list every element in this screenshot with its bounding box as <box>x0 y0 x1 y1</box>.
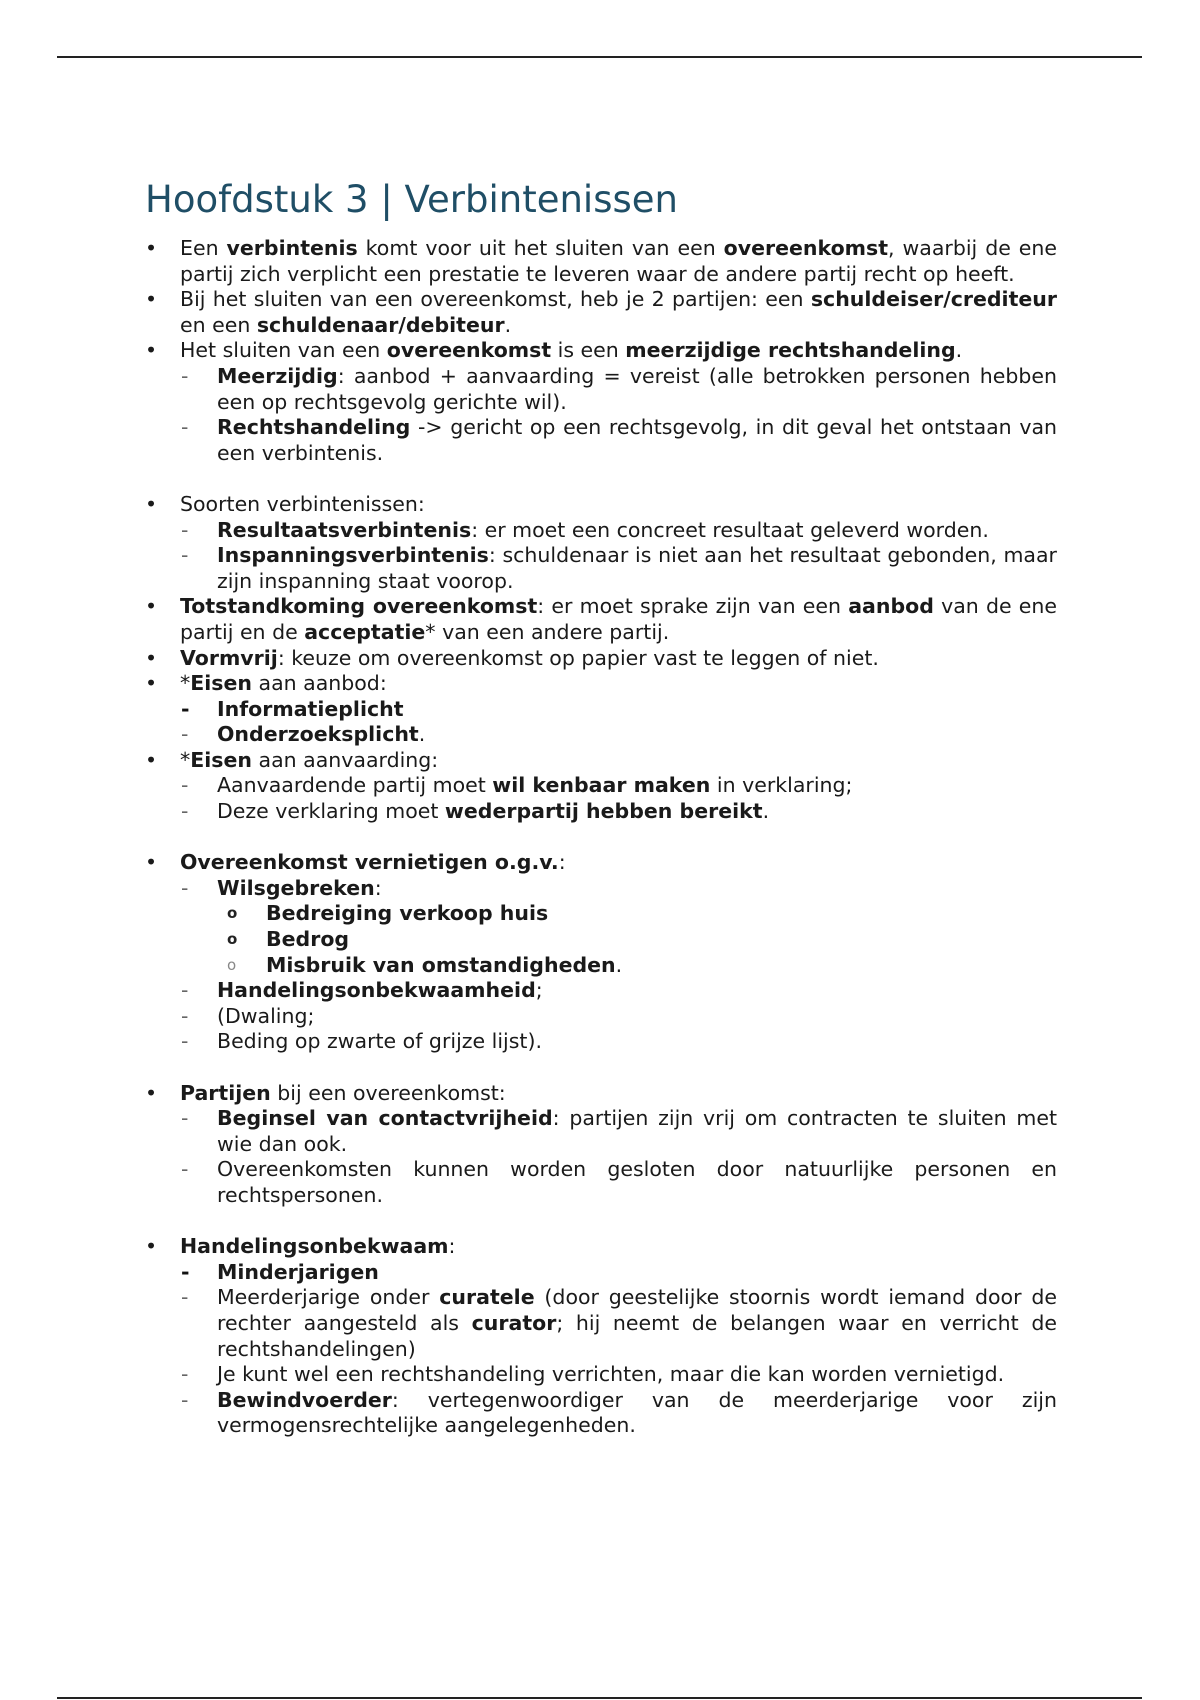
dash-marker: - <box>181 517 189 542</box>
dash-marker: - <box>181 543 189 568</box>
bullet-marker: • <box>145 491 158 516</box>
sub-list-item: - Meerderjarige onder curatele (door geestelijke stoornis wordt iemand door de rechter aangesteld als curator; hij neemt de belangen waar en verricht de rechtshandelingen) <box>181 1285 1057 1361</box>
dash-marker: - <box>181 696 190 721</box>
bullet-marker: • <box>145 236 158 260</box>
list-item: • Soorten verbintenissen: <box>145 491 425 516</box>
spacer <box>145 466 1057 492</box>
sub-list-item: - Minderjarigen <box>181 1259 379 1284</box>
bullet-marker: • <box>145 645 158 670</box>
sub-list-item: - Handelingsonbekwaamheid; <box>181 978 543 1003</box>
dash-marker: - <box>181 363 189 388</box>
sub-list-item: - Je kunt wel een rechtshandeling verrichten, maar die kan worden vernietigd. <box>181 1362 1005 1387</box>
sub-list-item: - Resultaatsverbintenis: er moet een concreet resultaat geleverd worden. <box>181 517 989 542</box>
sub-list-item: - Onderzoeksplicht. <box>181 722 426 747</box>
sub-list-item: - Meerzijdig: aanbod + aanvaarding = vereist (alle betrokken personen hebben een op rechtsgevolg gerichte wil). <box>181 363 1057 414</box>
list-item: • Totstandkoming overeenkomst: er moet sprake zijn van een aanbod van de ene partij en de acceptatie* van een andere partij. <box>145 594 1057 644</box>
top-rule <box>57 56 1142 58</box>
dash-marker: - <box>181 1106 189 1131</box>
sub-list-item: - Wilsgebreken: <box>181 875 382 900</box>
sub-sub-list-item: o Bedreiging verkoop huis <box>227 901 549 926</box>
page-title: Hoofdstuk 3 | Verbintenissen <box>145 178 678 221</box>
bullet-marker: • <box>145 287 158 312</box>
dash-marker: - <box>181 875 189 900</box>
spacer <box>145 825 1057 851</box>
list-item: • Overeenkomst vernietigen o.g.v.: <box>145 850 566 875</box>
list-item: • Vormvrij: keuze om overeenkomst op papier vast te leggen of niet. <box>145 645 879 670</box>
bullet-marker: • <box>145 671 158 696</box>
dash-marker: - <box>181 1387 189 1412</box>
bullet-marker: • <box>145 747 158 772</box>
sub-list-item: - Rechtshandeling -> gericht op een rechtsgevolg, in dit geval het ontstaan van een verbintenis. <box>181 415 1057 465</box>
sub-sub-list-item: o Misbruik van omstandigheden. <box>227 952 623 977</box>
list-item: • *Eisen aan aanbod: <box>145 671 387 696</box>
sub-sub-list-item: o Bedrog <box>227 927 350 952</box>
dash-marker: - <box>181 773 189 798</box>
dash-marker: - <box>181 1029 189 1054</box>
circle-marker: o <box>227 930 238 949</box>
sub-list-item: - Beding op zwarte of grijze lijst). <box>181 1029 542 1054</box>
sub-list-item: - Deze verklaring moet wederpartij hebben bereikt. <box>181 799 770 824</box>
list-item: • Het sluiten van een overeenkomst is een meerzijdige rechtshandeling. <box>145 338 963 363</box>
bullet-marker: • <box>145 1080 158 1105</box>
bullet-marker: • <box>145 850 158 875</box>
bottom-rule <box>57 1697 1142 1699</box>
dash-marker: - <box>181 1157 189 1182</box>
dash-marker: - <box>181 1285 189 1310</box>
bullet-marker: • <box>145 1234 158 1259</box>
circle-marker: o <box>227 955 237 974</box>
list-item: • Partijen bij een overeenkomst: <box>145 1080 506 1105</box>
sub-list-item: - Overeenkomsten kunnen worden gesloten door natuurlijke personen en rechtspersonen. <box>181 1157 1057 1207</box>
bullet-marker: • <box>145 594 158 619</box>
spacer <box>145 1055 1057 1081</box>
list-item: • Een verbintenis komt voor uit het sluiten van een overeenkomst, waarbij de ene partij zich verplicht een prestatie te leveren waar de andere partij recht op heeft. <box>145 236 1057 286</box>
dash-marker: - <box>181 722 189 747</box>
notes-list <box>145 236 1057 1439</box>
sub-list-item: - Aanvaardende partij moet wil kenbaar maken in verklaring; <box>181 773 853 798</box>
circle-marker: o <box>227 904 238 923</box>
sub-list-item: - Bewindvoerder: vertegenwoordiger van de meerderjarige voor zijn vermogensrechtelijke aangelegenheden. <box>181 1387 1057 1438</box>
dash-marker: - <box>181 415 189 440</box>
dash-marker: - <box>181 1259 190 1284</box>
dash-marker: - <box>181 1003 189 1028</box>
document-body <box>145 176 1057 1439</box>
sub-list-item: - Beginsel van contactvrijheid: partijen zijn vrij om contracten te sluiten met wie dan ook. <box>181 1106 1057 1156</box>
sub-list-item: - Informatieplicht <box>181 696 404 721</box>
sub-list-item: - Inspanningsverbintenis: schuldenaar is niet aan het resultaat gebonden, maar zijn inspanning staat voorop. <box>181 543 1057 593</box>
dash-marker: - <box>181 978 189 1003</box>
sub-list-item: - (Dwaling; <box>181 1003 315 1028</box>
bullet-marker: • <box>145 338 158 363</box>
dash-marker: - <box>181 799 189 824</box>
spacer <box>145 1209 1057 1235</box>
list-item: • Bij het sluiten van een overeenkomst, heb je 2 partijen: een schuldeiser/crediteur en een schuldenaar/debiteur. <box>145 287 1057 337</box>
list-item: • Handelingsonbekwaam: <box>145 1234 456 1259</box>
dash-marker: - <box>181 1362 189 1387</box>
list-item: • *Eisen aan aanvaarding: <box>145 747 439 772</box>
